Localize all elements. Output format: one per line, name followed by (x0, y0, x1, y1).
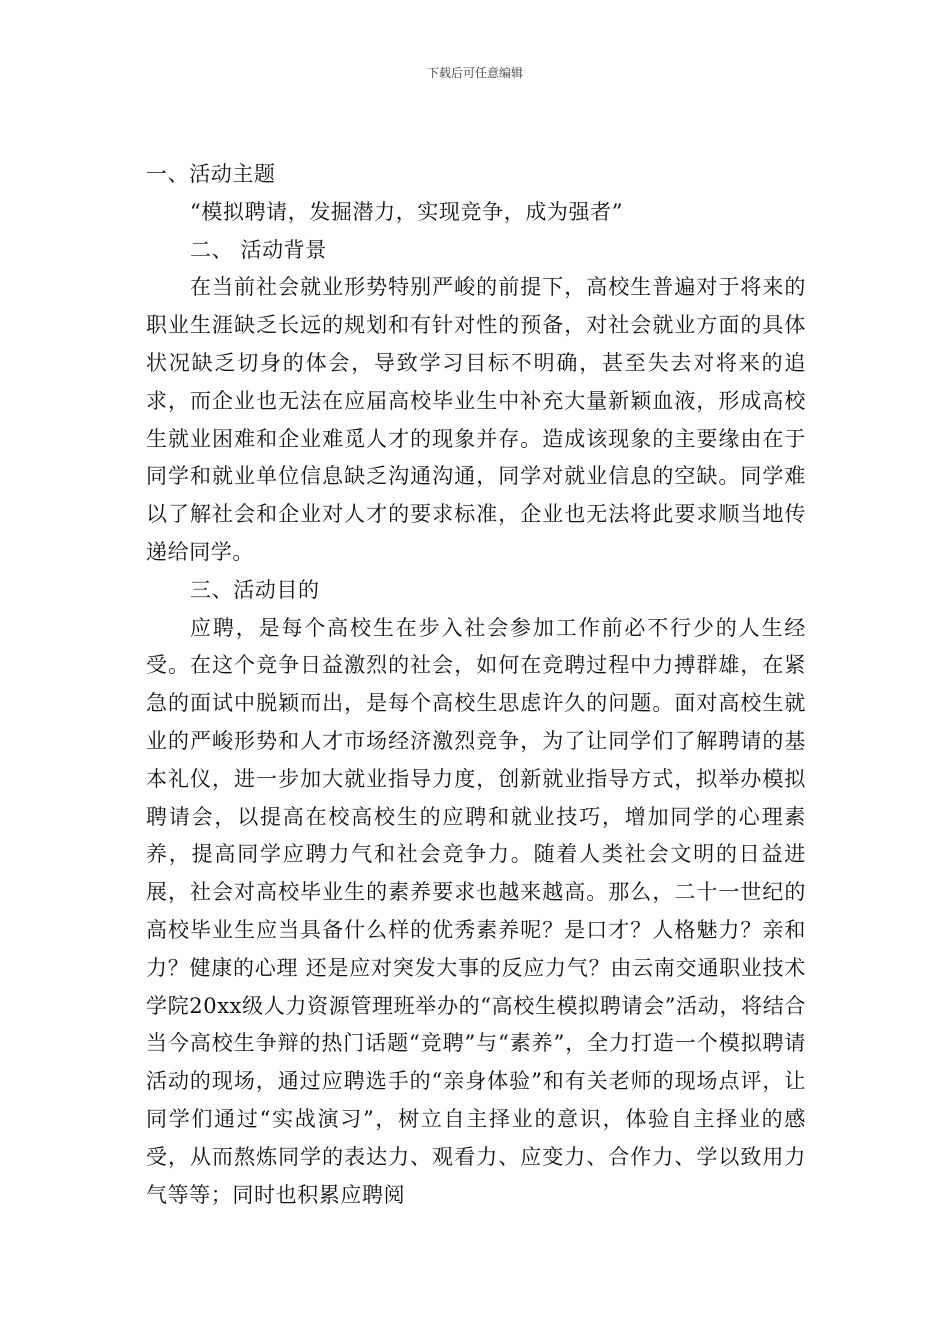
theme-slogan: “模拟聘请，发掘潜力，实现竞争，成为强者” (190, 199, 624, 224)
document-body (146, 156, 806, 1214)
section-heading-theme: 一、活动主题 (146, 162, 276, 186)
purpose-paragraph: 应聘，是每个高校生在步入社会参加工作前必不行少的人生经受。在这个竞争日益激烈的社会，如何在竞聘过程中力搏群雄，在紧急的面试中脱颖而出，是每个高校生思虑许久的问题。面对高校生就业的严峻形势和人才市场经济激烈竞争，为了让同学们了解聘请的基本礼仪，进一步加大就业指导力度，创新就业指导方式，拟举办模拟聘请会，以提高在校高校生的应聘和就业技巧，增加同学的心理素养，提高同学应聘力气和社会竞争力。随着人类社会文明的日益进展，社会对高校毕业生的素养要求也越来越高。那么，二十一世纪的高校毕业生应当具备什么样的优秀素养呢？是口才？人格魅力？亲和力？健康的心理 还是应对突发大事的反应力气？由云南交通职业技术学院20xx级人力资源管理班举办的“高校生模拟聘请会”活动，将结合当今高校生争辩的热门话题“竞聘”与“素养”，全力打造一个模拟聘请活动的现场，通过应聘选手的“亲身体验”和有关老师的现场点评，让同学们通过“实战演习”，树立自主择业的意识，体验自主择业的感受，从而熬炼同学的表达力、观看力、应变力、合作力、学以致用力气等等；同时也积累应聘阅 (146, 615, 806, 1207)
background-paragraph: 在当前社会就业形势特别严峻的前提下，高校生普遍对于将来的职业生涯缺乏长远的规划和有针对性的预备，对社会就业方面的具体状况缺乏切身的体会，导致学习目标不明确，甚至失去对将来的追求，而企业也无法在应届高校毕业生中补充大量新颖血液，形成高校生就业困难和企业难觅人才的现象并存。造成该现象的主要缘由在于同学和就业单位信息缺乏沟通沟通，同学对就业信息的空缺。同学难以了解社会和企业对人才的要求标准，企业也无法将此要求顺当地传递给同学。 (146, 275, 806, 564)
section-heading-background: 二、 活动背景 (190, 237, 327, 262)
section-heading-purpose: 三、活动目的 (190, 577, 320, 602)
page-header: 下载后可任意编辑 (426, 66, 523, 80)
